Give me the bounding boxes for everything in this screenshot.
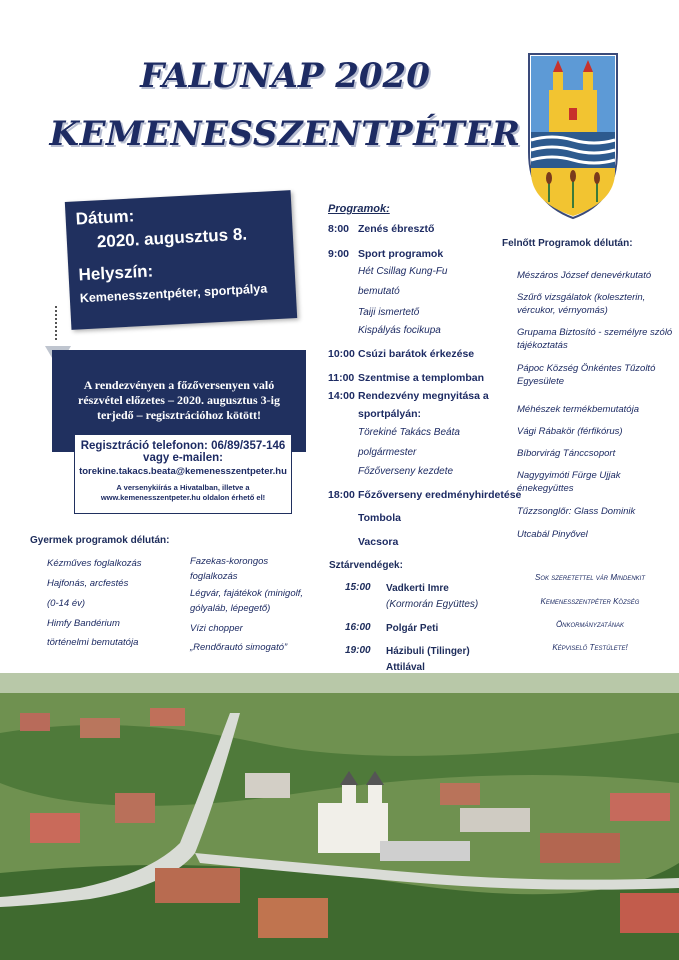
page-subtitle: KEMENESSZENTPÉTER <box>49 114 521 154</box>
children-program-item: Himfy Bandérium <box>47 618 120 629</box>
date-value: 2020. augusztus 8. <box>96 224 248 252</box>
program-event: Sport programok <box>358 248 444 260</box>
program-event: Törekiné Takács Beáta <box>358 427 460 438</box>
star-guest-time: 15:00 <box>345 582 371 593</box>
registration-note: A versenykiírás a Hivatalban, illetve a www.kemenesszentpeter.hu oldalon érhető el! <box>100 483 266 502</box>
children-program-item: Hajfonás, arcfestés <box>47 578 129 589</box>
program-event: Főzőverseny kezdete <box>358 466 454 477</box>
children-program-item: történelmi bemutatója <box>47 637 139 648</box>
place-value: Kemenesszentpéter, sportpálya <box>79 281 268 306</box>
program-time: 14:00 <box>328 390 355 402</box>
program-event: Rendezvény megnyitása a <box>358 390 489 402</box>
adult-program-item: Utcabál Pinyővel <box>517 529 588 540</box>
star-guest-name: Házibuli (Tilinger) <box>386 646 470 657</box>
children-program-item: Fazekas-korongos <box>190 556 269 567</box>
program-event: Tombola <box>358 512 401 524</box>
dotted-divider <box>55 306 63 340</box>
program-event: Vacsora <box>358 536 399 548</box>
programs-heading: Programok: <box>328 203 390 215</box>
program-event: Hét Csillag Kung-Fu <box>358 266 448 277</box>
program-event: Kispályás focikupa <box>358 325 441 336</box>
star-guest-name: Vadkerti Imre <box>386 583 449 594</box>
coat-of-arms-icon <box>527 52 619 220</box>
registration-or-email: vagy e-mailen: <box>143 452 223 464</box>
aerial-village-photo <box>0 673 679 960</box>
adult-program-item: Vági Rábakör (férfikórus) <box>517 426 623 437</box>
program-time: 10:00 <box>328 348 355 360</box>
adult-programs-heading: Felnőtt Programok délután: <box>502 238 633 249</box>
registration-text: A rendezvényen a főzőversenyen való részvétel előzetes – 2020. augusztus 3-ig terjedő – regisztrációhoz kötött! <box>78 378 280 422</box>
closing-line-3: Önkormányzatának <box>555 620 625 629</box>
adult-program-item: Bíborvirág Tánccsoport <box>517 448 616 459</box>
program-event: Zenés ébresztő <box>358 223 435 235</box>
closing-line-2: Kemenesszentpéter Község <box>540 597 640 606</box>
star-guest-name: Polgár Peti <box>386 623 439 634</box>
children-program-item: Vízi chopper <box>190 623 243 634</box>
adult-program-item: Grupama Biztosító - személyre szóló tájékoztatás <box>517 327 673 351</box>
adult-program-item: Méhészek termékbemutatója <box>517 404 639 415</box>
children-program-item: foglalkozás <box>190 571 238 582</box>
date-location-box <box>65 190 297 330</box>
children-program-item: (0-14 év) <box>47 598 86 609</box>
page-title: FALUNAP 2020 <box>140 56 430 96</box>
children-program-item: Légvár, fajátékok (minigolf, <box>190 588 304 599</box>
children-program-item: „Rendőrautó simogató” <box>190 642 288 653</box>
star-guest-time: 16:00 <box>345 622 371 633</box>
place-label: Helyszín: <box>78 261 154 285</box>
program-time: 8:00 <box>328 223 350 235</box>
closing-line-4: Képviselő Testülete! <box>552 643 628 652</box>
closing-line-1: Sok szeretettel vár Mindenkit <box>534 573 645 582</box>
registration-email[interactable]: torekine.takacs.beata@kemenesszentpeter.hu <box>79 466 287 477</box>
adult-program-item: Mészáros József denevérkutató <box>517 270 652 281</box>
program-time: 11:00 <box>328 372 355 384</box>
children-program-item: Kézműves foglalkozás <box>47 558 142 569</box>
adult-program-item: Nagygyimóti Fürge Ujjak énekegyüttes <box>517 470 621 494</box>
adult-program-item: Tűzzsonglőr: Glass Dominik <box>517 506 636 517</box>
program-event: bemutató <box>358 286 400 297</box>
registration-phone: Regisztráció telefonon: 06/89/357-146 <box>80 440 286 452</box>
program-event: Főzőverseny eredményhirdetése <box>358 489 522 501</box>
star-guest-extra: (Kormorán Együttes) <box>386 599 479 610</box>
adult-program-item: Pápoc Község Önkéntes Tűzoltó Egyesülete <box>517 363 656 387</box>
program-event: sportpályán: <box>358 408 422 420</box>
program-event: Taiji ismertető <box>358 307 420 318</box>
program-time: 18:00 <box>328 489 355 501</box>
adult-program-item: Szűrő vizsgálatok (koleszterin, vércukor, vérnyomás) <box>517 292 646 316</box>
program-event: Csúzi barátok érkezése <box>358 348 475 360</box>
children-programs-heading: Gyermek programok délután: <box>30 535 170 546</box>
date-label: Dátum: <box>75 206 135 229</box>
star-guests-heading: Sztárvendégek: <box>329 560 403 571</box>
children-program-item: gólyaláb, lépegető) <box>190 603 271 614</box>
star-guest-time: 19:00 <box>345 645 371 656</box>
program-time: 9:00 <box>328 248 350 260</box>
program-event: Szentmise a templomban <box>358 372 485 384</box>
star-guest-extra: Attilával <box>386 662 425 673</box>
registration-contact <box>74 434 292 514</box>
program-event: polgármester <box>358 447 417 458</box>
